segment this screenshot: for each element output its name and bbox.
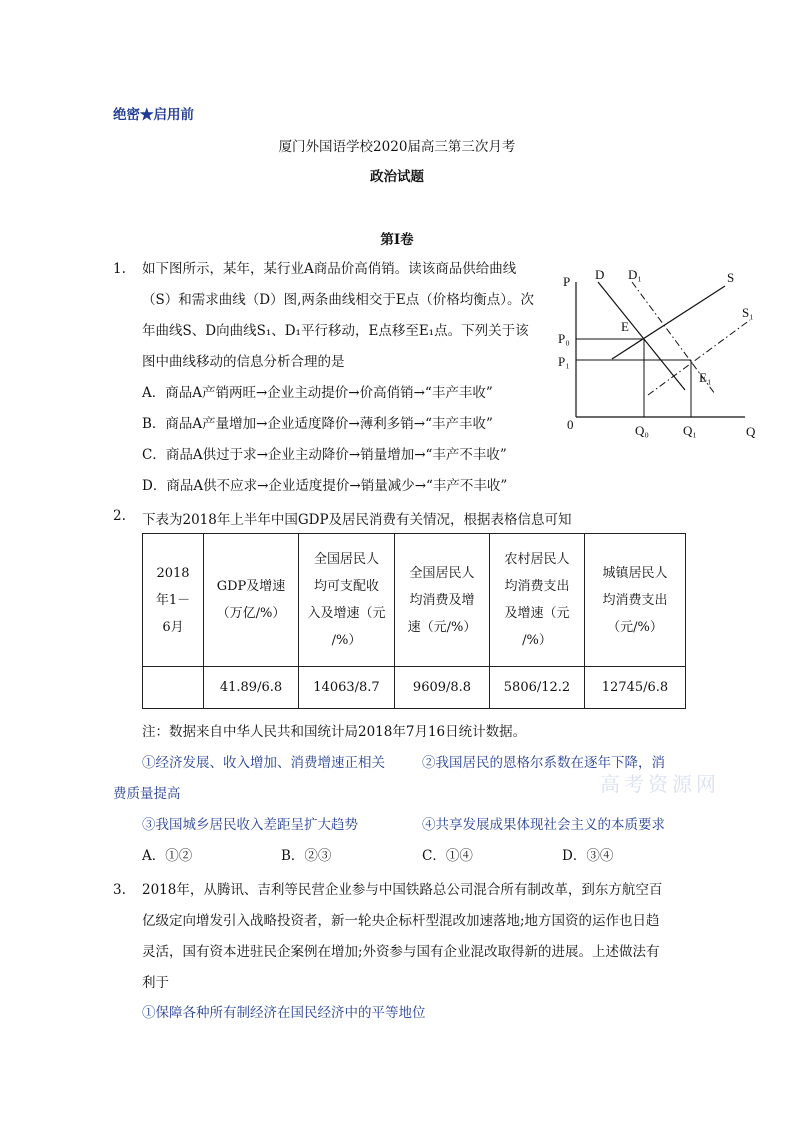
q-axis-label: Q xyxy=(746,424,756,439)
gdp-consumption-table xyxy=(142,533,686,709)
label-d: D xyxy=(595,267,605,282)
q1-option-d: D．商品A供不应求→企业适度提价→销量减少→“丰产不丰收” xyxy=(142,478,508,494)
table-cell: 14063/8.7 xyxy=(299,667,395,709)
table-cell xyxy=(143,667,204,709)
q2-stem: 下表为2018年上半年中国GDP及居民消费有关情况，根据表格信息可知 xyxy=(142,512,572,528)
table-header-cell: GDP及增速 （万亿/%） xyxy=(204,534,299,667)
q1-stem xyxy=(142,254,534,502)
table-header-cell: 城镇居民人 均消费支出 （元/%） xyxy=(585,534,686,667)
confidential-mark: 绝密★启用前 xyxy=(113,107,194,123)
q2-choice-d: D．③④ xyxy=(562,848,614,864)
label-s1: S₁ xyxy=(742,305,754,320)
q3-stem-line: 灵活，国有资本进驻民企案例在增加;外资参与国有企业混改取得新的进展。上述做法有 xyxy=(142,944,660,960)
q2-statement-2: ②我国居民的恩格尔系数在逐年下降，消 xyxy=(422,755,665,771)
label-d1: D₁ xyxy=(628,267,642,282)
table-header-cell: 全国居民人 均消费及增 速（元/%） xyxy=(395,534,490,667)
q2-number: 2. xyxy=(113,508,126,524)
table-header-cell: 2018 年1－ 6月 xyxy=(143,534,204,667)
q1-number: 1. xyxy=(113,261,126,277)
q2-statement-3: ③我国城乡居民收入差距呈扩大趋势 xyxy=(142,817,358,833)
q3-statement-1: ①保障各种所有制经济在国民经济中的平等地位 xyxy=(142,1005,426,1021)
label-e1: E₁ xyxy=(699,370,712,385)
q3-stem xyxy=(142,875,662,999)
supply-demand-graph xyxy=(555,262,770,447)
q1-stem-line: 年曲线S、D向曲线S₁、D₁平行移动，E点移至E₁点。下列关于该 xyxy=(142,323,529,339)
q2-statement-1: ①经济发展、收入增加、消费增速正相关 xyxy=(142,755,385,771)
q1-stem-line: 图中曲线移动的信息分析合理的是 xyxy=(142,354,345,370)
q1-stem-line: 如下图所示，某年，某行业A商品价高俏销。读该商品供给曲线 xyxy=(142,261,517,277)
q1-option-a: A．商品A产销两旺→企业主动提价→价高俏销→“丰产丰收” xyxy=(142,385,493,401)
table-row xyxy=(143,667,686,709)
q3-stem-line: 亿级定向增发引入战略投资者，新一轮央企标杆型混改加速落地;地方国资的运作也日趋 xyxy=(142,913,660,929)
p-axis-label: P xyxy=(563,274,571,289)
label-p0: P₀ xyxy=(558,331,570,346)
table-header-cell: 农村居民人 均消费支出 及增速（元 /%） xyxy=(490,534,585,667)
table-header-cell: 全国居民人 均可支配收 入及增速（元 /%） xyxy=(299,534,395,667)
q2-choice-a: A．①② xyxy=(142,848,193,864)
school-title: 厦门外国语学校2020届高三第三次月考 xyxy=(278,139,516,155)
table-cell: 41.89/6.8 xyxy=(204,667,299,709)
table-cell: 9609/8.8 xyxy=(395,667,490,709)
q3-number: 3. xyxy=(113,882,126,898)
demand-curve-d xyxy=(598,282,685,390)
label-q1: Q₁ xyxy=(683,423,697,438)
q2-choice-b: B．②③ xyxy=(281,848,332,864)
watermark: 高考资源网 xyxy=(600,772,720,796)
table-cell: 12745/6.8 xyxy=(585,667,686,709)
label-p1: P₁ xyxy=(558,354,570,369)
table-note: 注：数据来自中华人民共和国统计局2018年7月16日统计数据。 xyxy=(142,724,527,740)
q2-choice-c: C．①④ xyxy=(422,848,473,864)
q1-stem-line: （S）和需求曲线（D）图,两条曲线相交于E点（价格均衡点）。次 xyxy=(142,292,534,308)
q1-option-c: C．商品A供过于求→企业主动降价→销量增加→“丰产不丰收” xyxy=(142,447,507,463)
label-e: E xyxy=(621,319,629,334)
label-s: S xyxy=(727,270,735,285)
q3-stem-line: 利于 xyxy=(142,975,169,991)
section-title: 第I卷 xyxy=(380,232,414,248)
table-header-row xyxy=(143,534,686,667)
origin-label: 0 xyxy=(567,417,574,432)
table-cell: 5806/12.2 xyxy=(490,667,585,709)
q3-stem-line: 2018年，从腾讯、吉利等民营企业参与中国铁路总公司混合所有制改革，到东方航空百 xyxy=(142,882,663,898)
q2-statement-2-cont: 费质量提高 xyxy=(113,786,181,802)
subject-title: 政治试题 xyxy=(370,169,424,185)
q1-option-b: B．商品A产量增加→企业适度降价→薄利多销→“丰产丰收” xyxy=(142,416,493,432)
label-q0: Q₀ xyxy=(635,423,649,438)
q2-statement-4: ④共享发展成果体现社会主义的本质要求 xyxy=(422,817,665,833)
